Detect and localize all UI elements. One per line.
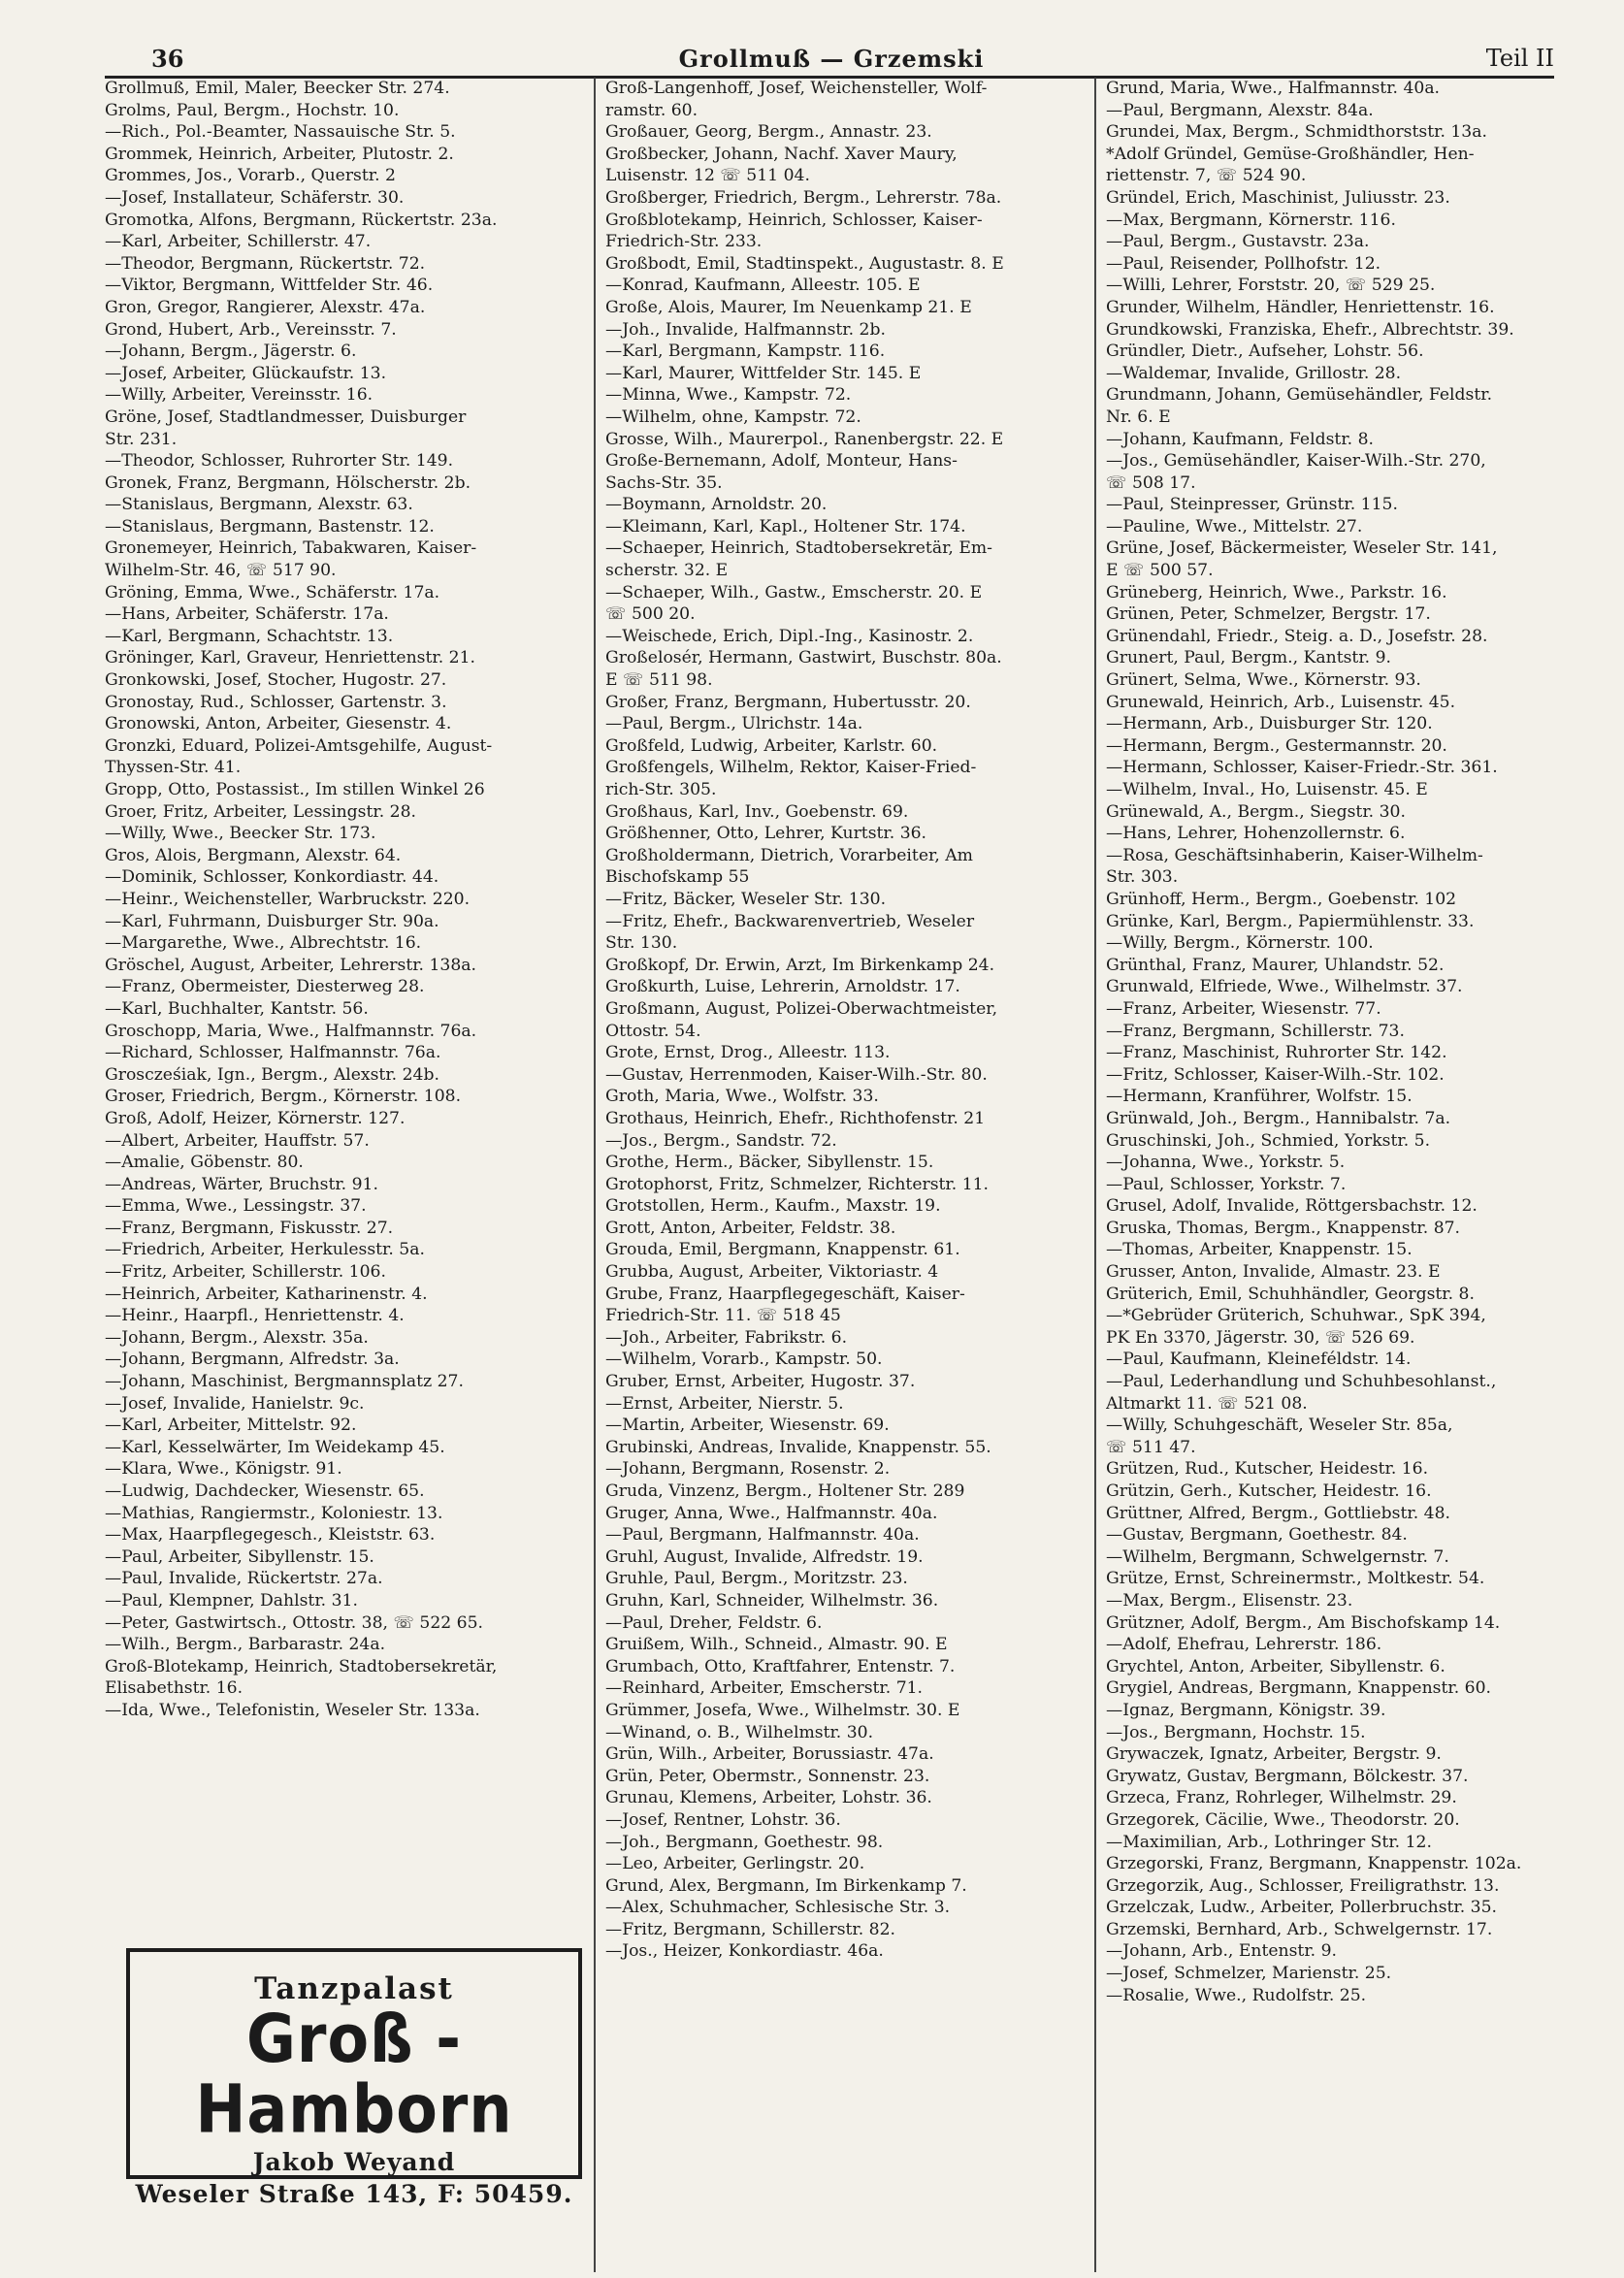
directory-entry: —Konrad, Kaufmann, Alleestr. 105. E xyxy=(605,276,921,296)
directory-entry: —Jos., Bergm., Sandstr. 72. xyxy=(605,1130,837,1151)
directory-entry: Friedrich-Str. 233. xyxy=(605,232,763,252)
directory-entry: —Joh., Arbeiter, Fabrikstr. 6. xyxy=(605,1327,848,1348)
directory-entry: —Max, Bergm., Elisenstr. 23. xyxy=(1106,1590,1353,1611)
directory-entry: PK En 3370, Jägerstr. 30, ☏ 526 69. xyxy=(1106,1327,1415,1348)
directory-entry: Grommek, Heinrich, Arbeiter, Plutostr. 2. xyxy=(105,144,454,164)
directory-entry: Gronostay, Rud., Schlosser, Gartenstr. 3. xyxy=(105,692,447,712)
directory-entry: Str. 231. xyxy=(105,429,178,449)
directory-entry: —Peter, Gastwirtsch., Ottostr. 38, ☏ 522 65. xyxy=(105,1612,484,1633)
directory-entry: —Karl, Buchhalter, Kantstr. 56. xyxy=(105,998,369,1019)
directory-entry: —Maximilian, Arb., Lothringer Str. 12. xyxy=(1106,1832,1432,1852)
directory-entry: Grünewald, A., Bergm., Siegstr. 30. xyxy=(1106,801,1406,822)
directory-entry: Großfeld, Ludwig, Arbeiter, Karlstr. 60. xyxy=(605,735,938,756)
directory-entry: Gröning, Emma, Wwe., Schäferstr. 17a. xyxy=(105,582,440,602)
directory-entry: —Karl, Fuhrmann, Duisburger Str. 90a. xyxy=(105,911,439,931)
directory-entry: Str. 303. xyxy=(1106,867,1179,888)
directory-entry: —Franz, Maschinist, Ruhrorter Str. 142. xyxy=(1106,1043,1447,1063)
directory-entry: Gros, Alois, Bergmann, Alexstr. 64. xyxy=(105,845,402,865)
name-range-heading: Grollmuß — Grzemski xyxy=(678,45,985,73)
directory-entry: Großbodt, Emil, Stadtinspekt., Augustastr. 8. E xyxy=(605,253,1004,274)
directory-entry: Grünen, Peter, Schmelzer, Bergstr. 17. xyxy=(1106,604,1431,625)
directory-entry: Große-Bernemann, Adolf, Monteur, Hans- xyxy=(605,451,958,472)
directory-entry: Gruhl, August, Invalide, Alfredstr. 19. xyxy=(605,1546,924,1567)
directory-entry: Sachs-Str. 35. xyxy=(605,472,723,493)
directory-entry: Ottostr. 54. xyxy=(605,1021,701,1041)
directory-entry: —Willy, Bergm., Körnerstr. 100. xyxy=(1106,933,1374,954)
directory-entry: Grünke, Karl, Bergm., Papiermühlenstr. 33. xyxy=(1106,911,1475,931)
directory-entry: Groschopp, Maria, Wwe., Halfmannstr. 76a. xyxy=(105,1021,477,1041)
directory-entry: Gruger, Anna, Wwe., Halfmannstr. 40a. xyxy=(605,1503,938,1523)
directory-entry: —Karl, Bergmann, Schachtstr. 13. xyxy=(105,626,394,646)
directory-entry: —Franz, Bergmann, Fiskusstr. 27. xyxy=(105,1218,394,1238)
directory-entry: —Johann, Bergmann, Alfredstr. 3a. xyxy=(105,1350,400,1370)
directory-entry: —Willy, Wwe., Beecker Str. 173. xyxy=(105,824,376,844)
directory-entry: Grott, Anton, Arbeiter, Feldstr. 38. xyxy=(605,1218,896,1238)
directory-entry: Gronemeyer, Heinrich, Tabakwaren, Kaiser- xyxy=(105,538,477,559)
directory-entry: —Mathias, Rangiermstr., Koloniestr. 13. xyxy=(105,1503,443,1523)
directory-entry: Gronkowski, Josef, Stocher, Hugostr. 27. xyxy=(105,670,447,691)
directory-entry: —Paul, Bergm., Gustavstr. 23a. xyxy=(1106,232,1370,252)
directory-entry: —Jos., Heizer, Konkordiastr. 46a. xyxy=(605,1941,884,1962)
directory-entry: Großfengels, Wilhelm, Rektor, Kaiser-Fried- xyxy=(605,758,977,778)
directory-entry: Grotstollen, Herm., Kaufm., Maxstr. 19. xyxy=(605,1196,941,1217)
ad-heading: Tanzpalast xyxy=(254,1971,454,2006)
directory-entry: ramstr. 60. xyxy=(605,100,698,120)
directory-entry: Grund, Maria, Wwe., Halfmannstr. 40a. xyxy=(1106,79,1441,98)
directory-entry: —Viktor, Bergmann, Wittfelder Str. 46. xyxy=(105,276,434,296)
directory-entry: Großelosér, Hermann, Gastwirt, Buschstr. 80a. xyxy=(605,648,1002,668)
directory-entry: —Paul, Bergmann, Alexstr. 84a. xyxy=(1106,100,1374,120)
directory-entry: —Schaeper, Heinrich, Stadtobersekretär, Em- xyxy=(605,538,992,559)
directory-entry: —Joh., Bergmann, Goethestr. 98. xyxy=(605,1832,884,1852)
part-label: Teil II xyxy=(1485,45,1554,72)
directory-entry: —Fritz, Schlosser, Kaiser-Wilh.-Str. 102. xyxy=(1106,1064,1445,1085)
directory-entry: Gründel, Erich, Maschinist, Juliusstr. 23. xyxy=(1106,187,1450,208)
directory-entry: Grunewald, Heinrich, Arb., Luisenstr. 45. xyxy=(1106,692,1456,712)
directory-entry: Grumbach, Otto, Kraftfahrer, Entenstr. 7. xyxy=(605,1656,956,1676)
directory-entry: —Ludwig, Dachdecker, Wiesenstr. 65. xyxy=(105,1481,425,1501)
directory-entry: Groß-Blotekamp, Heinrich, Stadtobersekretär, xyxy=(105,1656,498,1676)
directory-entry: —Pauline, Wwe., Mittelstr. 27. xyxy=(1106,516,1363,537)
page-number: 36 xyxy=(151,45,184,73)
directory-entry: —Paul, Bergm., Ulrichstr. 14a. xyxy=(605,714,863,734)
directory-entry: —Alex, Schuhmacher, Schlesische Str. 3. xyxy=(605,1898,951,1918)
directory-entry: —Wilh., Bergm., Barbarastr. 24a. xyxy=(105,1635,386,1655)
directory-entry: —Margarethe, Wwe., Albrechtstr. 16. xyxy=(105,933,422,954)
directory-entry: —Josef, Arbeiter, Glückaufstr. 13. xyxy=(105,363,387,383)
directory-entry: Grzelczak, Ludw., Arbeiter, Pollerbruchstr. 35. xyxy=(1106,1898,1498,1918)
directory-entry: —Paul, Arbeiter, Sibyllenstr. 15. xyxy=(105,1546,374,1567)
directory-entry: —Gustav, Bergmann, Goethestr. 84. xyxy=(1106,1525,1408,1546)
directory-entry: —Max, Bergmann, Körnerstr. 116. xyxy=(1106,210,1396,230)
directory-entry: Grunwald, Elfriede, Wwe., Wilhelmstr. 37. xyxy=(1106,977,1463,997)
directory-entry: ☏ 508 17. xyxy=(1106,472,1196,493)
directory-entry: Luisenstr. 12 ☏ 511 04. xyxy=(605,166,810,186)
directory-entry: Elisabethstr. 16. xyxy=(105,1678,244,1699)
directory-entry: Grubba, August, Arbeiter, Viktoriastr. 4 xyxy=(605,1262,939,1283)
directory-entry: Grüneberg, Heinrich, Wwe., Parkstr. 16. xyxy=(1106,582,1447,602)
directory-entry: Gruhn, Karl, Schneider, Wilhelmstr. 36. xyxy=(605,1590,939,1611)
directory-entry: Grubinski, Andreas, Invalide, Knappenstr. 55. xyxy=(605,1437,991,1457)
directory-entry: Gruber, Ernst, Arbeiter, Hugostr. 37. xyxy=(605,1372,916,1392)
directory-entry: E ☏ 511 98. xyxy=(605,670,713,691)
directory-entry: Gruißem, Wilh., Schneid., Almastr. 90. E xyxy=(605,1635,948,1655)
directory-entry: Grüterich, Emil, Schuhhändler, Georgstr. 8. xyxy=(1106,1284,1475,1304)
directory-entry: —Max, Haarpflegegesch., Kleiststr. 63. xyxy=(105,1525,436,1546)
directory-entry: —Johann, Bergm., Jägerstr. 6. xyxy=(105,342,357,362)
directory-entry: —Ignaz, Bergmann, Königstr. 39. xyxy=(1106,1700,1386,1720)
directory-entry: —Willi, Lehrer, Forststr. 20, ☏ 529 25. xyxy=(1106,276,1436,296)
directory-entry: Altmarkt 11. ☏ 521 08. xyxy=(1106,1393,1308,1414)
directory-entry: —Wilhelm, Inval., Ho, Luisenstr. 45. E xyxy=(1106,780,1428,799)
directory-entry: Grunder, Wilhelm, Händler, Henriettenstr. 16. xyxy=(1106,297,1495,317)
directory-entry: —Andreas, Wärter, Bruchstr. 91. xyxy=(105,1174,378,1194)
directory-entry: —Willy, Schuhgeschäft, Weseler Str. 85a, xyxy=(1106,1416,1453,1436)
directory-entry: Gronzki, Eduard, Polizei-Amtsgehilfe, August- xyxy=(105,735,493,756)
directory-entry: Größhenner, Otto, Lehrer, Kurtstr. 36. xyxy=(605,824,927,844)
directory-entry: Grychtel, Anton, Arbeiter, Sibyllenstr. 6. xyxy=(1106,1656,1445,1676)
directory-entry: —Fritz, Bergmann, Schillerstr. 82. xyxy=(605,1919,896,1939)
ad-owner: Jakob Weyand xyxy=(252,2148,456,2176)
directory-entry: —Paul, Reisender, Pollhofstr. 12. xyxy=(1106,253,1381,274)
directory-entry: —Franz, Obermeister, Diesterweg 28. xyxy=(105,977,425,997)
directory-entry: Grützner, Adolf, Bergm., Am Bischofskamp 14. xyxy=(1106,1612,1501,1633)
ad-brand: Groß - Hamborn xyxy=(195,2000,513,2148)
directory-entry: Grzeca, Franz, Rohrleger, Wilhelmstr. 29. xyxy=(1106,1788,1457,1808)
directory-entry: Gronowski, Anton, Arbeiter, Giesenstr. 4. xyxy=(105,714,452,734)
directory-entry: —Fritz, Arbeiter, Schillerstr. 106. xyxy=(105,1262,386,1283)
directory-entry: —Hans, Arbeiter, Schäferstr. 17a. xyxy=(105,604,389,625)
directory-entry: —Heinr., Weichensteller, Warbruckstr. 220. xyxy=(105,889,471,909)
directory-entry: —Stanislaus, Bergmann, Bastenstr. 12. xyxy=(105,516,435,537)
directory-entry: —Wilhelm, ohne, Kampstr. 72. xyxy=(605,407,861,427)
directory-entry: —Paul, Dreher, Feldstr. 6. xyxy=(605,1612,823,1633)
directory-entry: —Paul, Klempner, Dahlstr. 31. xyxy=(105,1590,358,1611)
directory-entry: riettenstr. 7, ☏ 524 90. xyxy=(1106,166,1307,186)
directory-entry: —Johanna, Wwe., Yorkstr. 5. xyxy=(1106,1153,1346,1173)
directory-entry: —Rosalie, Wwe., Rudolfstr. 25. xyxy=(1106,1985,1367,2005)
directory-entry: ☏ 511 47. xyxy=(1106,1437,1196,1457)
directory-entry: Grotophorst, Fritz, Schmelzer, Richterstr. 11. xyxy=(605,1174,990,1194)
directory-entry: Bischofskamp 55 xyxy=(605,867,750,888)
directory-entry: —Hermann, Schlosser, Kaiser-Friedr.-Str. 361. xyxy=(1106,758,1498,778)
directory-entry: —Gustav, Herrenmoden, Kaiser-Wilh.-Str. 80. xyxy=(605,1064,988,1085)
directory-entry: Grote, Ernst, Drog., Alleestr. 113. xyxy=(605,1043,891,1063)
directory-entry: —Heinrich, Arbeiter, Katharinenstr. 4. xyxy=(105,1284,428,1304)
directory-entry: —Hermann, Kranführer, Wolfstr. 15. xyxy=(1106,1087,1413,1107)
directory-entry: —Weischede, Erich, Dipl.-Ing., Kasinostr. 2. xyxy=(605,626,974,646)
directory-entry: Wilhelm-Str. 46, ☏ 517 90. xyxy=(105,561,337,581)
directory-entry: Großberger, Friedrich, Bergm., Lehrerstr. 78a. xyxy=(605,187,1002,208)
directory-entry: Grün, Wilh., Arbeiter, Borussiastr. 47a. xyxy=(605,1744,934,1765)
directory-entry: Grothe, Herm., Bäcker, Sibyllenstr. 15. xyxy=(605,1153,934,1173)
directory-entry: Gruda, Vinzenz, Bergm., Holtener Str. 289 xyxy=(605,1481,965,1501)
directory-entry: Grünendahl, Friedr., Steig. a. D., Josefstr. 28. xyxy=(1106,626,1488,646)
column-divider xyxy=(594,78,596,2272)
directory-entry: Grommes, Jos., Vorarb., Querstr. 2 xyxy=(105,166,396,186)
directory-entry: Grützen, Rud., Kutscher, Heidestr. 16. xyxy=(1106,1459,1429,1480)
directory-entry: Groß, Adolf, Heizer, Körnerstr. 127. xyxy=(105,1108,406,1128)
directory-entry: Grünhoff, Herm., Bergm., Goebenstr. 102 xyxy=(1106,889,1457,909)
advertisement-box xyxy=(126,1948,582,2208)
directory-entry: —Emma, Wwe., Lessingstr. 37. xyxy=(105,1196,367,1217)
directory-entry: —Hans, Lehrer, Hohenzollernstr. 6. xyxy=(1106,824,1406,844)
directory-entry: Thyssen-Str. 41. xyxy=(105,758,242,778)
directory-entry: Großauer, Georg, Bergm., Annastr. 23. xyxy=(605,122,932,143)
directory-entry: Grouda, Emil, Bergmann, Knappenstr. 61. xyxy=(605,1240,960,1260)
directory-entry: Grosse, Wilh., Maurerpol., Ranenbergstr. 22. E xyxy=(605,429,1004,449)
directory-entry: Groß-Langenhoff, Josef, Weichensteller, Wolf- xyxy=(605,79,988,98)
directory-entry: —Martin, Arbeiter, Wiesenstr. 69. xyxy=(605,1416,890,1436)
directory-entry: Grzegorek, Cäcilie, Wwe., Theodorstr. 20. xyxy=(1106,1809,1460,1830)
directory-entry: Grothaus, Heinrich, Ehefr., Richthofenstr. 21 xyxy=(605,1108,986,1128)
directory-entry: Gröschel, August, Arbeiter, Lehrerstr. 138a. xyxy=(105,955,476,975)
directory-entry: —Josef, Installateur, Schäferstr. 30. xyxy=(105,187,405,208)
directory-entry: Grund, Alex, Bergmann, Im Birkenkamp 7. xyxy=(605,1875,967,1896)
directory-entry: Grzemski, Bernhard, Arb., Schwelgernstr. 17. xyxy=(1106,1919,1493,1939)
directory-entry: —Johann, Maschinist, Bergmannsplatz 27. xyxy=(105,1372,464,1392)
directory-entry: Friedrich-Str. 11. ☏ 518 45 xyxy=(605,1306,841,1326)
directory-entry: —Johann, Bergmann, Rosenstr. 2. xyxy=(605,1459,891,1480)
directory-entry: Grube, Franz, Haarpflegegeschäft, Kaiser- xyxy=(605,1284,965,1304)
directory-entry: Grüne, Josef, Bäckermeister, Weseler Str. 141, xyxy=(1106,538,1498,559)
directory-entry: —Thomas, Arbeiter, Knappenstr. 15. xyxy=(1106,1240,1413,1260)
directory-entry: Gron, Gregor, Rangierer, Alexstr. 47a. xyxy=(105,297,426,317)
directory-entry: Gruschinski, Joh., Schmied, Yorkstr. 5. xyxy=(1106,1130,1431,1151)
directory-entry: —Johann, Bergm., Alexstr. 35a. xyxy=(105,1327,369,1348)
directory-entry: —Jos., Gemüsehändler, Kaiser-Wilh.-Str. 270, xyxy=(1106,451,1486,472)
directory-entry: Große, Alois, Maurer, Im Neuenkamp 21. E xyxy=(605,297,972,317)
directory-entry: —Richard, Schlosser, Halfmannstr. 76a. xyxy=(105,1043,441,1063)
directory-entry: Grusel, Adolf, Invalide, Röttgersbachstr. 12. xyxy=(1106,1196,1478,1217)
directory-entry: —Josef, Invalide, Hanielstr. 9c. xyxy=(105,1393,365,1414)
directory-entry: —Ernst, Arbeiter, Nierstr. 5. xyxy=(605,1393,844,1414)
directory-entry: —Waldemar, Invalide, Grillostr. 28. xyxy=(1106,363,1402,383)
directory-entry: Groth, Maria, Wwe., Wolfstr. 33. xyxy=(605,1087,879,1107)
directory-entry: —Jos., Bergmann, Hochstr. 15. xyxy=(1106,1722,1366,1742)
directory-entry: —Franz, Bergmann, Schillerstr. 73. xyxy=(1106,1021,1405,1041)
directory-entry: —Karl, Bergmann, Kampstr. 116. xyxy=(605,342,886,362)
directory-entry: —Wilhelm, Bergmann, Schwelgernstr. 7. xyxy=(1106,1546,1449,1567)
directory-entry: —Paul, Steinpresser, Grünstr. 115. xyxy=(1106,495,1398,515)
directory-entry: —Leo, Arbeiter, Gerlingstr. 20. xyxy=(605,1854,865,1874)
directory-entry: Gromotka, Alfons, Bergmann, Rückertstr. 23a. xyxy=(105,210,498,230)
directory-entry: Grzegorski, Franz, Bergmann, Knappenstr. 102a. xyxy=(1106,1854,1522,1874)
directory-entry: —Adolf, Ehefrau, Lehrerstr. 186. xyxy=(1106,1635,1382,1655)
directory-entry: Großholdermann, Dietrich, Vorarbeiter, Am xyxy=(605,845,973,865)
directory-entry: Groser, Friedrich, Bergm., Körnerstr. 108. xyxy=(105,1087,462,1107)
directory-entry: —Heinr., Haarpfl., Henriettenstr. 4. xyxy=(105,1306,405,1326)
directory-entry: —Winand, o. B., Wilhelmstr. 30. xyxy=(605,1722,874,1742)
ad-address: Weseler Straße 143, F: 50459. xyxy=(135,2180,573,2208)
directory-entry: Grywatz, Gustav, Bergmann, Bölckestr. 37. xyxy=(1106,1766,1469,1786)
directory-entry: —Paul, Lederhandlung und Schuhbesohlanst., xyxy=(1106,1372,1497,1392)
directory-entry: Großmann, August, Polizei-Oberwachtmeister, xyxy=(605,998,998,1019)
directory-entry: —*Gebrüder Grüterich, Schuhwar., SpK 394, xyxy=(1106,1306,1486,1326)
directory-entry: E ☏ 500 57. xyxy=(1106,561,1214,581)
directory-entry: Nr. 6. E xyxy=(1106,407,1171,427)
directory-entry: —Josef, Rentner, Lohstr. 36. xyxy=(605,1809,841,1830)
directory-entry: Großbecker, Johann, Nachf. Xaver Maury, xyxy=(605,144,958,164)
directory-entry: —Boymann, Arnoldstr. 20. xyxy=(605,495,828,515)
directory-entry: Grundmann, Johann, Gemüsehändler, Feldstr. xyxy=(1106,385,1493,406)
directory-entry: —Friedrich, Arbeiter, Herkulesstr. 5a. xyxy=(105,1240,425,1260)
directory-entry: —Fritz, Bäcker, Weseler Str. 130. xyxy=(605,889,887,909)
directory-entry: Grünthal, Franz, Maurer, Uhlandstr. 52. xyxy=(1106,955,1445,975)
directory-entry: Grünert, Selma, Wwe., Körnerstr. 93. xyxy=(1106,670,1421,691)
directory-column-1 xyxy=(105,78,582,2272)
directory-entry: Grollmuß, Emil, Maler, Beecker Str. 274. xyxy=(105,79,450,98)
directory-entry: Gröninger, Karl, Graveur, Henriettenstr. 21. xyxy=(105,648,475,668)
directory-entry: ☏ 500 20. xyxy=(605,604,696,625)
directory-entry: —Hermann, Bergm., Gestermannstr. 20. xyxy=(1106,735,1447,756)
directory-entry: —Paul, Kaufmann, Kleineféldstr. 14. xyxy=(1106,1350,1412,1370)
directory-entry: —Johann, Arb., Entenstr. 9. xyxy=(1106,1941,1337,1962)
directory-entry: —Albert, Arbeiter, Hauffstr. 57. xyxy=(105,1130,370,1151)
page-header xyxy=(109,45,1554,78)
directory-entry: Str. 130. xyxy=(605,933,678,954)
directory-entry: Großer, Franz, Bergmann, Hubertusstr. 20. xyxy=(605,692,971,712)
directory-entry: rich-Str. 305. xyxy=(605,780,717,799)
directory-entry: —Hermann, Arb., Duisburger Str. 120. xyxy=(1106,714,1433,734)
directory-entry: Gründler, Dietr., Aufseher, Lohstr. 56. xyxy=(1106,342,1424,362)
directory-entry: Grümmer, Josefa, Wwe., Wilhelmstr. 30. E xyxy=(605,1700,960,1720)
directory-entry: —Paul, Bergmann, Halfmannstr. 40a. xyxy=(605,1525,920,1546)
directory-entry: Großkopf, Dr. Erwin, Arzt, Im Birkenkamp 24. xyxy=(605,955,995,975)
directory-entry: Grzegorzik, Aug., Schlosser, Freiligrathstr. 13. xyxy=(1106,1875,1500,1896)
directory-entry: —Karl, Arbeiter, Mittelstr. 92. xyxy=(105,1416,357,1436)
directory-entry: —Theodor, Bergmann, Rückertstr. 72. xyxy=(105,253,426,274)
directory-entry: —Karl, Maurer, Wittfelder Str. 145. E xyxy=(605,363,922,383)
directory-column-3 xyxy=(1106,78,1583,2272)
directory-entry: —Josef, Schmelzer, Marienstr. 25. xyxy=(1106,1964,1392,1984)
directory-entry: Grützin, Gerh., Kutscher, Heidestr. 16. xyxy=(1106,1481,1432,1501)
directory-entry: —Rosa, Geschäftsinhaberin, Kaiser-Wilhelm- xyxy=(1106,845,1483,865)
directory-entry: —Rich., Pol.-Beamter, Nassauische Str. 5. xyxy=(105,122,456,143)
directory-entry: —Karl, Arbeiter, Schillerstr. 47. xyxy=(105,232,372,252)
directory-entry: Groer, Fritz, Arbeiter, Lessingstr. 28. xyxy=(105,801,416,822)
directory-entry: —Joh., Invalide, Halfmannstr. 2b. xyxy=(605,319,886,340)
directory-entry: —Franz, Arbeiter, Wiesenstr. 77. xyxy=(1106,998,1381,1019)
directory-entry: Grolms, Paul, Bergm., Hochstr. 10. xyxy=(105,100,400,120)
column-divider xyxy=(1094,78,1096,2272)
directory-entry: —Ida, Wwe., Telefonistin, Weseler Str. 133a. xyxy=(105,1700,480,1720)
directory-entry: Grundkowski, Franziska, Ehefr., Albrechtstr. 39. xyxy=(1106,319,1514,340)
directory-entry: *Adolf Gründel, Gemüse-Großhändler, Hen- xyxy=(1106,144,1475,164)
directory-entry: Grywaczek, Ignatz, Arbeiter, Bergstr. 9. xyxy=(1106,1744,1442,1765)
directory-entry: Großkurth, Luise, Lehrerin, Arnoldstr. 17. xyxy=(605,977,960,997)
directory-entry: —Kleimann, Karl, Kapl., Holtener Str. 174. xyxy=(605,516,966,537)
directory-entry: —Karl, Kesselwärter, Im Weidekamp 45. xyxy=(105,1437,445,1457)
directory-entry: Grünwald, Joh., Bergm., Hannibalstr. 7a. xyxy=(1106,1108,1451,1128)
directory-entry: —Willy, Arbeiter, Vereinsstr. 16. xyxy=(105,385,374,406)
directory-entry: —Amalie, Göbenstr. 80. xyxy=(105,1153,304,1173)
directory-entry: —Theodor, Schlosser, Ruhrorter Str. 149. xyxy=(105,451,454,472)
directory-entry: —Fritz, Ehefr., Backwarenvertrieb, Weseler xyxy=(605,911,975,931)
directory-entry: Gronek, Franz, Bergmann, Hölscherstr. 2b. xyxy=(105,472,471,493)
directory-entry: Grün, Peter, Obermstr., Sonnenstr. 23. xyxy=(605,1766,930,1786)
directory-entry: Grunau, Klemens, Arbeiter, Lohstr. 36. xyxy=(605,1788,932,1808)
directory-entry: scherstr. 32. E xyxy=(605,561,729,581)
directory-entry: Gröne, Josef, Stadtlandmesser, Duisburger xyxy=(105,407,467,427)
directory-entry: —Klara, Wwe., Königstr. 91. xyxy=(105,1459,342,1480)
directory-entry: —Dominik, Schlosser, Konkordiastr. 44. xyxy=(105,867,439,888)
directory-entry: —Paul, Invalide, Rückertstr. 27a. xyxy=(105,1569,383,1589)
directory-entry: —Minna, Wwe., Kampstr. 72. xyxy=(605,385,852,406)
directory-entry: Gruhle, Paul, Bergm., Moritzstr. 23. xyxy=(605,1569,908,1589)
directory-entry: —Reinhard, Arbeiter, Emscherstr. 71. xyxy=(605,1678,924,1699)
directory-entry: —Stanislaus, Bergmann, Alexstr. 63. xyxy=(105,495,413,515)
directory-entry: Groscześiak, Ign., Bergm., Alexstr. 24b. xyxy=(105,1064,439,1085)
directory-entry: —Paul, Schlosser, Yorkstr. 7. xyxy=(1106,1174,1347,1194)
directory-entry: Grütze, Ernst, Schreinermstr., Moltkestr. 54. xyxy=(1106,1569,1485,1589)
directory-entry: Grunert, Paul, Bergm., Kantstr. 9. xyxy=(1106,648,1391,668)
directory-entry: Grüttner, Alfred, Bergm., Gottliebstr. 48. xyxy=(1106,1503,1450,1523)
directory-entry: Grond, Hubert, Arb., Vereinsstr. 7. xyxy=(105,319,397,340)
directory-entry: —Schaeper, Wilh., Gastw., Emscherstr. 20. E xyxy=(605,582,983,602)
directory-entry: Großhaus, Karl, Inv., Goebenstr. 69. xyxy=(605,801,909,822)
directory-entry: Gropp, Otto, Postassist., Im stillen Winkel 26 xyxy=(105,780,485,799)
directory-column-2 xyxy=(605,78,1083,2272)
directory-entry: Grusser, Anton, Invalide, Almastr. 23. E xyxy=(1106,1262,1441,1283)
directory-entry: —Johann, Kaufmann, Feldstr. 8. xyxy=(1106,429,1374,449)
directory-entry: Grundei, Max, Bergm., Schmidthorststr. 13a. xyxy=(1106,122,1487,143)
directory-entry: Großblotekamp, Heinrich, Schlosser, Kaiser- xyxy=(605,210,983,230)
directory-entry: —Wilhelm, Vorarb., Kampstr. 50. xyxy=(605,1350,883,1370)
directory-entry: Gruska, Thomas, Bergm., Knappenstr. 87. xyxy=(1106,1218,1461,1238)
directory-entry: Grygiel, Andreas, Bergmann, Knappenstr. 60. xyxy=(1106,1678,1491,1699)
